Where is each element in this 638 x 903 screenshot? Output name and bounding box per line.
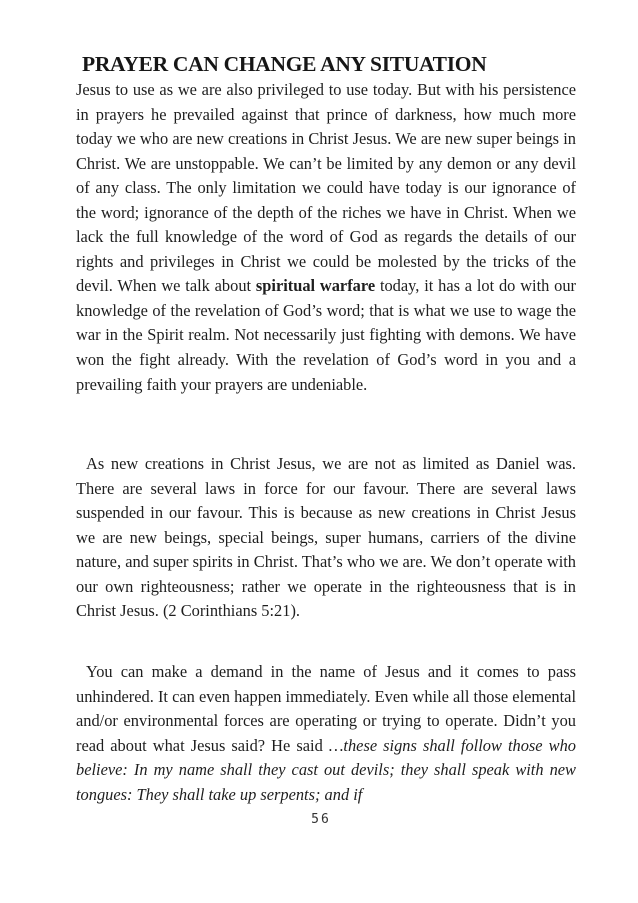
scripture-quote: …these signs shall follow those who believe: In my name shall they cast out devils; they shall speak with new tongues: They shall take up serpents; and if: [76, 735, 576, 804]
paragraph-1-text-start: Jesus to use as we are also privileged to use today. But with his persistence in prayers he prevailed against that prince of darkness, how much more today we who are new creations in Christ Jesus. We are new super beings in Christ. We are unstoppable. We can’t be limited by any demon or any devil of any class. The only limitation we could have today is our ignorance of the word; ignorance of the depth of the riches we have in Christ. When we lack the full knowledge of the word of God as regards the details of our rights and privileges in Christ we could be molested by the tricks of the devil. When we talk about: [76, 80, 576, 296]
paragraph-3-text: You can make a demand in the name of Jesus and it comes to pass unhindered. It can even happen immediately. Even while all those elemental and/or environmental forces are operating or trying to operate. Didn’t you read about what Jesus said? He said: [76, 662, 576, 755]
paragraph-2: As new creations in Christ Jesus, we are not as limited as Daniel was. There are several laws in force for our favour. There are several laws suspended in our favour. This is because as new creations in Christ Jesus we are new beings, special beings, super humans, carriers of the divine nature, and super spirits in Christ. That’s who we are. We don’t operate with our own righteousness; rather we operate in the righteousness that is in Christ Jesus. (2 Corinthians 5:21).: [76, 454, 576, 621]
paragraph-1: [76, 78, 576, 397]
paragraph-3: [76, 660, 576, 807]
bold-phrase: spiritual warfare: [255, 276, 376, 296]
page-number: 56: [311, 812, 331, 827]
paragraph-1-text-end: today, it has a lot do with our knowledge of the revelation of God’s word; that is what we use to wage the war in the Spirit realm. Not necessarily just fighting with demons. We have won the fight already. With the revelation of God’s word in you and a prevailing faith your prayers are undeniable.: [76, 276, 576, 394]
page-heading: PRAYER CAN CHANGE ANY SITUATION: [82, 52, 487, 76]
